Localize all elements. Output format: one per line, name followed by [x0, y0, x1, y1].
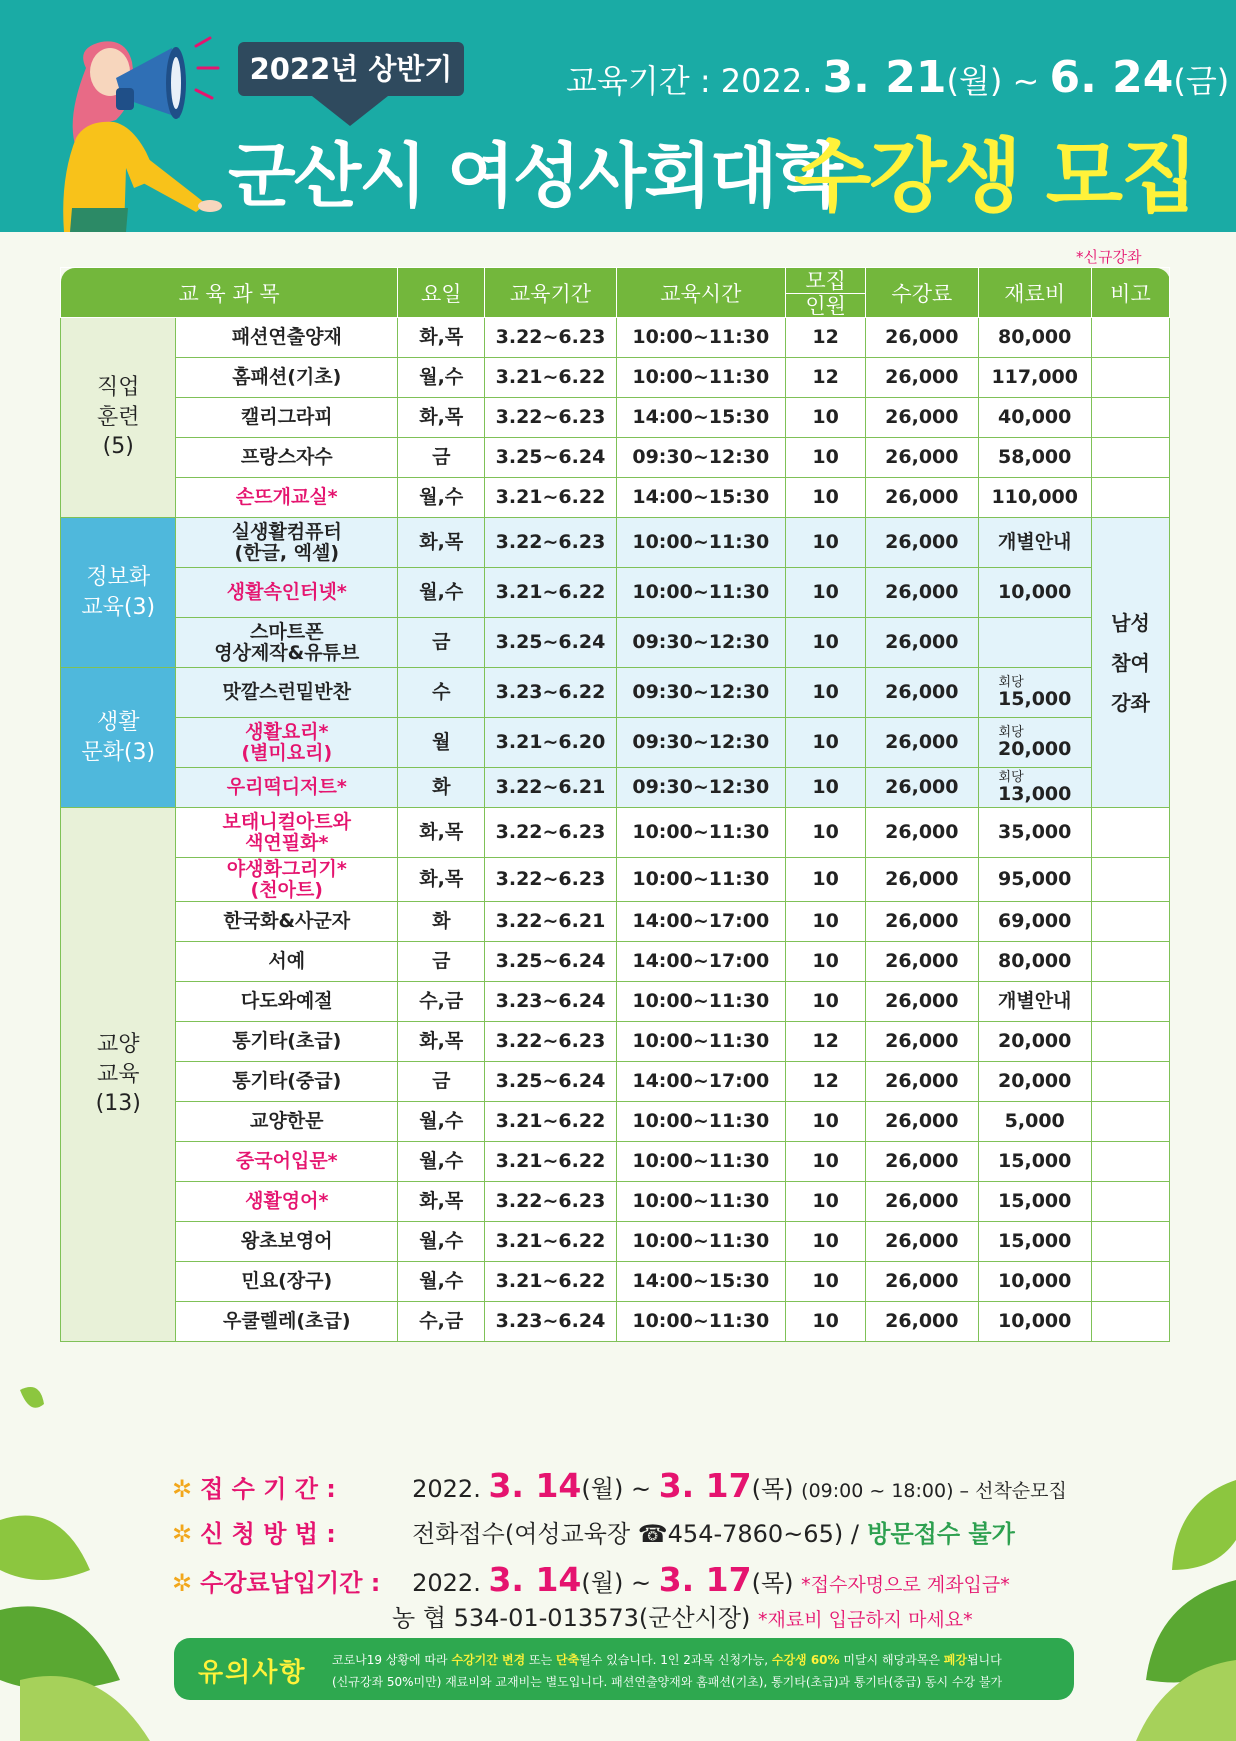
table-row — [61, 318, 1170, 358]
table-row — [61, 1302, 1170, 1342]
course-name: 스마트폰 영상제작&유튜브 — [176, 618, 398, 668]
course-time: 14:00~17:00 — [616, 1062, 786, 1102]
category-cell: 교양 교육 (13) — [61, 808, 176, 1342]
course-capacity: 10 — [786, 1182, 866, 1222]
course-name: 프랑스자수 — [176, 438, 398, 478]
course-fee: 26,000 — [866, 618, 978, 668]
course-name: 생활요리* (별미요리) — [176, 718, 398, 768]
course-time: 10:00~11:30 — [616, 808, 786, 858]
course-name: 생활영어* — [176, 1182, 398, 1222]
col-material: 재료비 — [978, 268, 1091, 318]
course-period: 3.21~6.22 — [485, 1142, 616, 1182]
course-time: 09:30~12:30 — [616, 438, 786, 478]
course-time: 14:00~15:30 — [616, 398, 786, 438]
course-material: 117,000 — [978, 358, 1091, 398]
course-remark — [1091, 478, 1169, 518]
course-day: 화,목 — [398, 518, 485, 568]
course-material: 69,000 — [978, 902, 1091, 942]
course-capacity: 10 — [786, 438, 866, 478]
course-material: 10,000 — [978, 1262, 1091, 1302]
course-remark — [1091, 318, 1169, 358]
course-material — [978, 718, 1091, 768]
course-remark — [1091, 1022, 1169, 1062]
course-material: 20,000 — [978, 1022, 1091, 1062]
course-name: 민요(장구) — [176, 1262, 398, 1302]
course-capacity: 10 — [786, 1142, 866, 1182]
col-day: 요일 — [398, 268, 485, 318]
course-remark — [1091, 808, 1169, 858]
material-value: 13,000 — [998, 782, 1072, 805]
course-capacity: 10 — [786, 858, 866, 902]
table-row — [61, 398, 1170, 438]
course-material — [978, 768, 1091, 808]
col-period: 교육기간 — [485, 268, 616, 318]
course-day: 월,수 — [398, 478, 485, 518]
table-row — [61, 1062, 1170, 1102]
table-row — [61, 1182, 1170, 1222]
material-value: 20,000 — [998, 737, 1072, 760]
course-time: 10:00~11:30 — [616, 358, 786, 398]
course-time: 09:30~12:30 — [616, 618, 786, 668]
course-name: 실생활컴퓨터 (한글, 엑셀) — [176, 518, 398, 568]
caution-box — [174, 1638, 1074, 1700]
course-material — [978, 618, 1091, 668]
course-material: 110,000 — [978, 478, 1091, 518]
page-title-highlight: 수강생 모집 — [794, 130, 1197, 223]
col-fee: 수강료 — [866, 268, 978, 318]
course-fee: 26,000 — [866, 768, 978, 808]
course-day: 화 — [398, 902, 485, 942]
course-day: 월,수 — [398, 1262, 485, 1302]
course-name: 서예 — [176, 942, 398, 982]
caution-line-2: (신규강좌 50%미만) 재료비와 교재비는 별도입니다. 패션연출양재와 홈패션(기초), 통기타(초급)과 통기타(중급) 동시 수강 불가 — [332, 1675, 1003, 1689]
table-row — [61, 568, 1170, 618]
course-material: 15,000 — [978, 1182, 1091, 1222]
table-row — [61, 618, 1170, 668]
course-name: 홈패션(기초) — [176, 358, 398, 398]
table-row — [61, 808, 1170, 858]
course-name: 왕초보영어 — [176, 1222, 398, 1262]
course-fee: 26,000 — [866, 1142, 978, 1182]
course-day: 수 — [398, 668, 485, 718]
course-remark — [1091, 1182, 1169, 1222]
course-material: 58,000 — [978, 438, 1091, 478]
course-material: 15,000 — [978, 1222, 1091, 1262]
course-period: 3.22~6.23 — [485, 318, 616, 358]
course-fee: 26,000 — [866, 718, 978, 768]
remark-male-allowed: 남성 참여 강좌 — [1091, 518, 1169, 808]
course-capacity: 10 — [786, 902, 866, 942]
per-session-label: 회당 — [998, 724, 1024, 740]
course-period: 3.22~6.23 — [485, 518, 616, 568]
course-period: 3.22~6.23 — [485, 858, 616, 902]
course-material: 35,000 — [978, 808, 1091, 858]
course-capacity: 10 — [786, 1302, 866, 1342]
course-day: 화,목 — [398, 858, 485, 902]
col-remark: 비고 — [1091, 268, 1169, 318]
course-fee: 26,000 — [866, 358, 978, 398]
course-material: 10,000 — [978, 1302, 1091, 1342]
course-name: 패션연출양재 — [176, 318, 398, 358]
table-row — [61, 438, 1170, 478]
course-time: 10:00~11:30 — [616, 1142, 786, 1182]
course-day: 금 — [398, 942, 485, 982]
course-material: 95,000 — [978, 858, 1091, 902]
course-day: 화 — [398, 768, 485, 808]
course-fee: 26,000 — [866, 668, 978, 718]
course-material: 40,000 — [978, 398, 1091, 438]
course-capacity: 10 — [786, 808, 866, 858]
course-name: 우리떡디저트* — [176, 768, 398, 808]
course-time: 14:00~15:30 — [616, 478, 786, 518]
course-day: 화,목 — [398, 398, 485, 438]
course-capacity: 10 — [786, 768, 866, 808]
course-remark — [1091, 1302, 1169, 1342]
course-day: 월,수 — [398, 1222, 485, 1262]
course-fee: 26,000 — [866, 398, 978, 438]
course-period: 3.25~6.24 — [485, 1062, 616, 1102]
page-title: 군산시 여성사회대학 — [228, 135, 841, 217]
course-remark — [1091, 438, 1169, 478]
course-capacity: 10 — [786, 618, 866, 668]
course-period: 3.22~6.23 — [485, 808, 616, 858]
course-time: 10:00~11:30 — [616, 1302, 786, 1342]
course-fee: 26,000 — [866, 1102, 978, 1142]
course-material: 10,000 — [978, 568, 1091, 618]
course-fee: 26,000 — [866, 902, 978, 942]
course-remark — [1091, 902, 1169, 942]
course-fee: 26,000 — [866, 858, 978, 902]
course-period: 3.22~6.21 — [485, 902, 616, 942]
course-remark — [1091, 1262, 1169, 1302]
course-day: 금 — [398, 1062, 485, 1102]
course-day: 금 — [398, 618, 485, 668]
course-day: 월,수 — [398, 358, 485, 398]
course-material: 5,000 — [978, 1102, 1091, 1142]
course-capacity: 12 — [786, 358, 866, 398]
course-material: 80,000 — [978, 942, 1091, 982]
course-remark — [1091, 358, 1169, 398]
category-cell: 정보화 교육(3) — [61, 518, 176, 668]
course-period: 3.22~6.23 — [485, 398, 616, 438]
course-capacity: 12 — [786, 318, 866, 358]
table-row — [61, 942, 1170, 982]
table-row — [61, 1262, 1170, 1302]
course-period: 3.23~6.24 — [485, 1302, 616, 1342]
course-fee: 26,000 — [866, 518, 978, 568]
payment-period: ✲ 수강료납입기간 : 2022. 3. 14(월) ~ 3. 17(목) *접수자명으로 계좌입금* — [172, 1560, 1010, 1599]
course-time: 10:00~11:30 — [616, 1222, 786, 1262]
course-name: 통기타(중급) — [176, 1062, 398, 1102]
course-day: 월,수 — [398, 1142, 485, 1182]
course-period: 3.21~6.22 — [485, 358, 616, 398]
per-session-label: 회당 — [998, 769, 1024, 785]
table-row — [61, 358, 1170, 398]
course-time: 10:00~11:30 — [616, 1102, 786, 1142]
course-capacity: 12 — [786, 1062, 866, 1102]
course-fee: 26,000 — [866, 318, 978, 358]
course-remark — [1091, 1142, 1169, 1182]
category-cell: 직업 훈련 (5) — [61, 318, 176, 518]
bank-account: 농 협 534-01-013573(군산시장) *재료비 입금하지 마세요* — [392, 1604, 973, 1632]
reception-period: ✲ 접 수 기 간 : 2022. 3. 14(월) ~ 3. 17(목) (09:00 ~ 18:00) – 선착순모집 — [172, 1466, 1067, 1505]
course-day: 월,수 — [398, 1102, 485, 1142]
course-day: 화,목 — [398, 1022, 485, 1062]
course-period: 3.22~6.23 — [485, 1182, 616, 1222]
caution-title: 유의사항 — [198, 1658, 307, 1688]
course-period: 3.22~6.23 — [485, 1022, 616, 1062]
material-value: 15,000 — [998, 687, 1072, 710]
course-material — [978, 668, 1091, 718]
course-remark — [1091, 1102, 1169, 1142]
course-table — [60, 267, 1170, 1342]
course-name: 중국어입문* — [176, 1142, 398, 1182]
course-day: 화,목 — [398, 1182, 485, 1222]
course-capacity: 10 — [786, 478, 866, 518]
course-day: 수,금 — [398, 1302, 485, 1342]
table-row — [61, 1222, 1170, 1262]
course-period: 3.21~6.22 — [485, 568, 616, 618]
course-period: 3.21~6.20 — [485, 718, 616, 768]
new-course-note: *신규강좌 — [1076, 248, 1142, 266]
course-time: 14:00~17:00 — [616, 902, 786, 942]
course-time: 09:30~12:30 — [616, 718, 786, 768]
course-capacity: 10 — [786, 982, 866, 1022]
course-name: 우쿨렐레(초급) — [176, 1302, 398, 1342]
pinwheel-icon: ✲ — [172, 1520, 193, 1548]
course-material: 개별안내 — [978, 518, 1091, 568]
col-time: 교육시간 — [616, 268, 786, 318]
course-fee: 26,000 — [866, 438, 978, 478]
course-name: 보태니컬아트와 색연필화* — [176, 808, 398, 858]
course-remark — [1091, 858, 1169, 902]
course-day: 화,목 — [398, 808, 485, 858]
table-row — [61, 478, 1170, 518]
course-table-body — [61, 318, 1170, 1342]
caution-line-1: 코로나19 상황에 따라 수강기간 변경 또는 단축될수 있습니다. 1인 2과목 신청가능, 수강생 60% 미달시 해당과목은 폐강됩니다 — [332, 1653, 1002, 1667]
table-row — [61, 858, 1170, 902]
table-row — [61, 1142, 1170, 1182]
table-row — [61, 768, 1170, 808]
course-capacity: 10 — [786, 398, 866, 438]
course-time: 10:00~11:30 — [616, 568, 786, 618]
education-period: 교육기간 : 2022. 3. 21(월) ~ 6. 24(금) — [566, 52, 1230, 103]
course-name: 손뜨개교실* — [176, 478, 398, 518]
course-name: 야생화그리기* (천아트) — [176, 858, 398, 902]
course-time: 09:30~12:30 — [616, 668, 786, 718]
course-day: 수,금 — [398, 982, 485, 1022]
course-period: 3.23~6.22 — [485, 668, 616, 718]
course-name: 캘리그라피 — [176, 398, 398, 438]
course-fee: 26,000 — [866, 1222, 978, 1262]
table-row — [61, 982, 1170, 1022]
course-material: 15,000 — [978, 1142, 1091, 1182]
course-capacity: 10 — [786, 568, 866, 618]
course-name: 다도와예절 — [176, 982, 398, 1022]
course-day: 화,목 — [398, 318, 485, 358]
course-period: 3.21~6.22 — [485, 478, 616, 518]
per-session-label: 회당 — [998, 674, 1024, 690]
course-period: 3.25~6.24 — [485, 438, 616, 478]
pinwheel-icon: ✲ — [172, 1475, 193, 1503]
table-row — [61, 668, 1170, 718]
period-tag: 2022년 상반기 — [238, 42, 464, 96]
course-time: 10:00~11:30 — [616, 858, 786, 902]
course-fee: 26,000 — [866, 1022, 978, 1062]
course-time: 14:00~15:30 — [616, 1262, 786, 1302]
course-fee: 26,000 — [866, 1302, 978, 1342]
course-fee: 26,000 — [866, 808, 978, 858]
course-capacity: 10 — [786, 1102, 866, 1142]
leaf-decoration-left — [0, 1380, 170, 1741]
category-cell: 생활 문화(3) — [61, 668, 176, 808]
leaf-decoration-right — [1076, 1420, 1236, 1741]
course-material: 개별안내 — [978, 982, 1091, 1022]
course-day: 금 — [398, 438, 485, 478]
table-row — [61, 1102, 1170, 1142]
course-capacity: 10 — [786, 1262, 866, 1302]
course-capacity: 12 — [786, 1022, 866, 1062]
course-period: 3.21~6.22 — [485, 1262, 616, 1302]
course-period: 3.23~6.24 — [485, 982, 616, 1022]
header-banner — [0, 0, 1236, 232]
course-day: 월,수 — [398, 568, 485, 618]
course-material: 80,000 — [978, 318, 1091, 358]
course-capacity: 10 — [786, 1222, 866, 1262]
course-time: 10:00~11:30 — [616, 518, 786, 568]
course-period: 3.25~6.24 — [485, 942, 616, 982]
course-remark — [1091, 982, 1169, 1022]
course-time: 10:00~11:30 — [616, 982, 786, 1022]
course-capacity: 10 — [786, 718, 866, 768]
course-fee: 26,000 — [866, 1262, 978, 1302]
course-period: 3.22~6.21 — [485, 768, 616, 808]
course-remark — [1091, 398, 1169, 438]
course-period: 3.21~6.22 — [485, 1222, 616, 1262]
course-capacity: 10 — [786, 942, 866, 982]
pinwheel-icon: ✲ — [172, 1569, 193, 1597]
course-time: 09:30~12:30 — [616, 768, 786, 808]
col-capacity: 모집 인원 — [786, 268, 866, 318]
course-name: 교양한문 — [176, 1102, 398, 1142]
course-material: 20,000 — [978, 1062, 1091, 1102]
table-row — [61, 718, 1170, 768]
course-fee: 26,000 — [866, 942, 978, 982]
course-remark — [1091, 1062, 1169, 1102]
table-header-row — [61, 268, 1170, 318]
col-subject: 교 육 과 목 — [61, 268, 398, 318]
course-capacity: 10 — [786, 518, 866, 568]
course-time: 10:00~11:30 — [616, 1182, 786, 1222]
table-row — [61, 1022, 1170, 1062]
course-time: 14:00~17:00 — [616, 942, 786, 982]
course-period: 3.25~6.24 — [485, 618, 616, 668]
course-period: 3.21~6.22 — [485, 1102, 616, 1142]
course-time: 10:00~11:30 — [616, 1022, 786, 1062]
course-remark — [1091, 942, 1169, 982]
application-method: ✲ 신 청 방 법 : 전화접수(여성교육장 ☎454-7860~65) / 방문접수 불가 — [172, 1520, 1015, 1548]
course-name: 통기타(초급) — [176, 1022, 398, 1062]
course-name: 한국화&사군자 — [176, 902, 398, 942]
course-remark — [1091, 1222, 1169, 1262]
course-fee: 26,000 — [866, 568, 978, 618]
course-capacity: 10 — [786, 668, 866, 718]
course-day: 월 — [398, 718, 485, 768]
course-name: 맛깔스런밑반찬 — [176, 668, 398, 718]
course-fee: 26,000 — [866, 1062, 978, 1102]
course-time: 10:00~11:30 — [616, 318, 786, 358]
course-fee: 26,000 — [866, 1182, 978, 1222]
course-name: 생활속인터넷* — [176, 568, 398, 618]
megaphone-woman-icon — [46, 28, 246, 232]
course-fee: 26,000 — [866, 478, 978, 518]
table-row — [61, 902, 1170, 942]
table-row — [61, 518, 1170, 568]
course-fee: 26,000 — [866, 982, 978, 1022]
